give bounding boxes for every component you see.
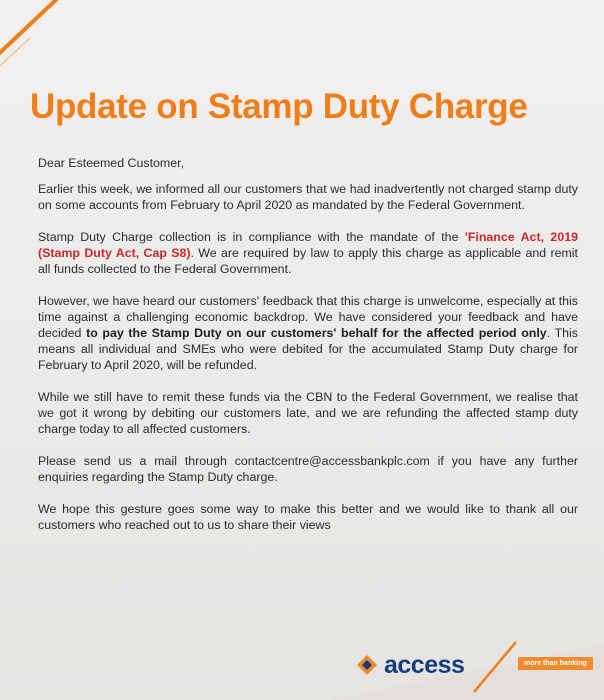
paragraph-3-text-a: However, we have heard our customers' feedback that this charge is unwelcome, especially at this time against a challenging economic backdrop. We have considered your feedback and have decided — [38, 294, 578, 340]
access-diamond-logo-icon — [356, 654, 378, 676]
brand-tagline: more than banking — [518, 657, 593, 670]
paragraph-3 — [38, 293, 578, 373]
page-title: Update on Stamp Duty Charge — [30, 87, 528, 126]
paragraph-6: We hope this gesture goes some way to make this better and we would like to thank all our customers who reached out to us to share their views — [38, 502, 578, 532]
paragraph-5: Please send us a mail through contactcentre@accessbankplc.com if you have any further enquiries regarding the Stamp Duty charge. — [38, 454, 578, 484]
letter-body — [38, 155, 578, 549]
paragraph-2-text-a: Stamp Duty Charge collection is in compliance with the mandate of the — [38, 230, 465, 244]
paragraph-1: Earlier this week, we informed all our customers that we had inadvertently not charged stamp duty on some accounts from February to April 2020 as mandated by the Federal Government. — [38, 182, 578, 212]
access-logo — [356, 650, 464, 680]
brand-name: access — [384, 650, 465, 679]
paragraph-2-text-b: . We are required by law to apply this charge as applicable and remit all funds collected to the Federal Government. — [38, 246, 579, 276]
greeting: Dear Esteemed Customer, — [38, 156, 184, 170]
paragraph-2 — [38, 229, 578, 277]
finance-act-reference: 'Finance Act, 2019 (Stamp Duty Act, Cap S8) — [38, 230, 578, 260]
corner-swoosh-icon — [0, 0, 110, 90]
paragraph-3-text-b: . This means all individual and SMEs who were debited for the accumulated Stamp Duty charge for February to April 2020, will be refunded. — [38, 326, 578, 372]
paragraph-4: While we still have to remit these funds via the CBN to the Federal Government, we realise that we got it wrong by debiting our customers late, and we are refunding the affected stamp duty charge today to all affected customers. — [38, 390, 578, 436]
paragraph-3-emphasis: to pay the Stamp Duty on our customers' behalf for the affected period only — [86, 326, 547, 340]
